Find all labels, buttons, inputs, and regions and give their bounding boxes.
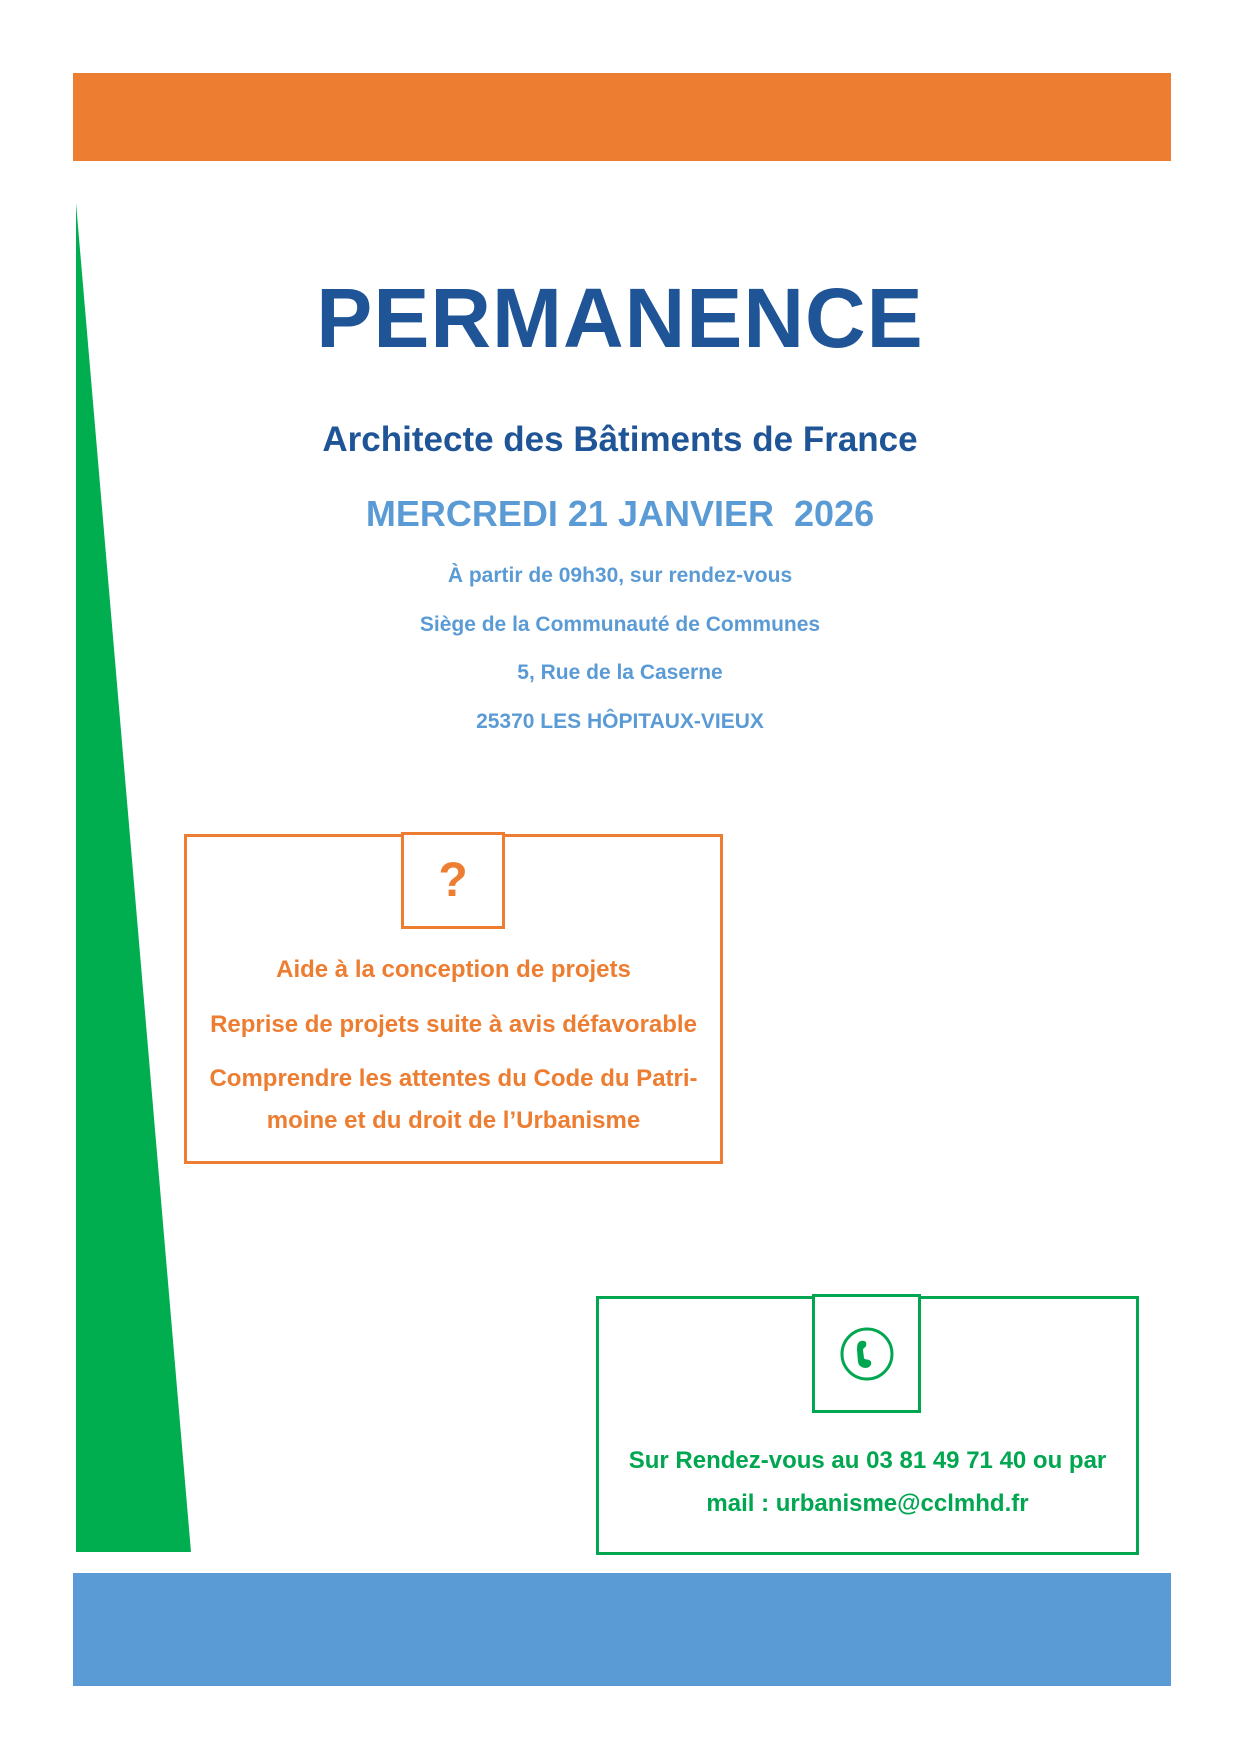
bottom-blue-bar <box>73 1573 1171 1686</box>
info-street: 5, Rue de la Caserne <box>517 661 723 684</box>
phone-icon-box <box>812 1294 921 1413</box>
event-date: MERCREDI 21 JANVIER 2026 <box>365 493 875 534</box>
page-title: PERMANENCE <box>316 271 924 365</box>
service-item: Reprise de projets suite à avis défavorable <box>210 1011 697 1038</box>
info-time: À partir de 09h30, sur rendez-vous <box>447 564 793 587</box>
page-subtitle: Architecte des Bâtiments de France <box>322 420 918 459</box>
contact-line-email[interactable]: mail : urbanisme@cclmhd.fr <box>706 1490 1029 1517</box>
service-item: Aide à la conception de projets <box>276 956 631 983</box>
top-orange-bar <box>73 73 1171 161</box>
service-item: Comprendre les attentes du Code du Patri- <box>209 1065 698 1092</box>
info-location: Siège de la Communauté de Communes <box>419 613 821 636</box>
phone-icon <box>839 1326 895 1382</box>
question-icon-box <box>401 832 505 929</box>
service-item: moine et du droit de l’Urbanisme <box>266 1107 641 1134</box>
contact-line-phone: Sur Rendez-vous au 03 81 49 71 40 ou par <box>628 1447 1107 1474</box>
info-city: 25370 LES HÔPITAUX-VIEUX <box>476 710 764 733</box>
question-mark-icon: ? <box>438 853 468 907</box>
